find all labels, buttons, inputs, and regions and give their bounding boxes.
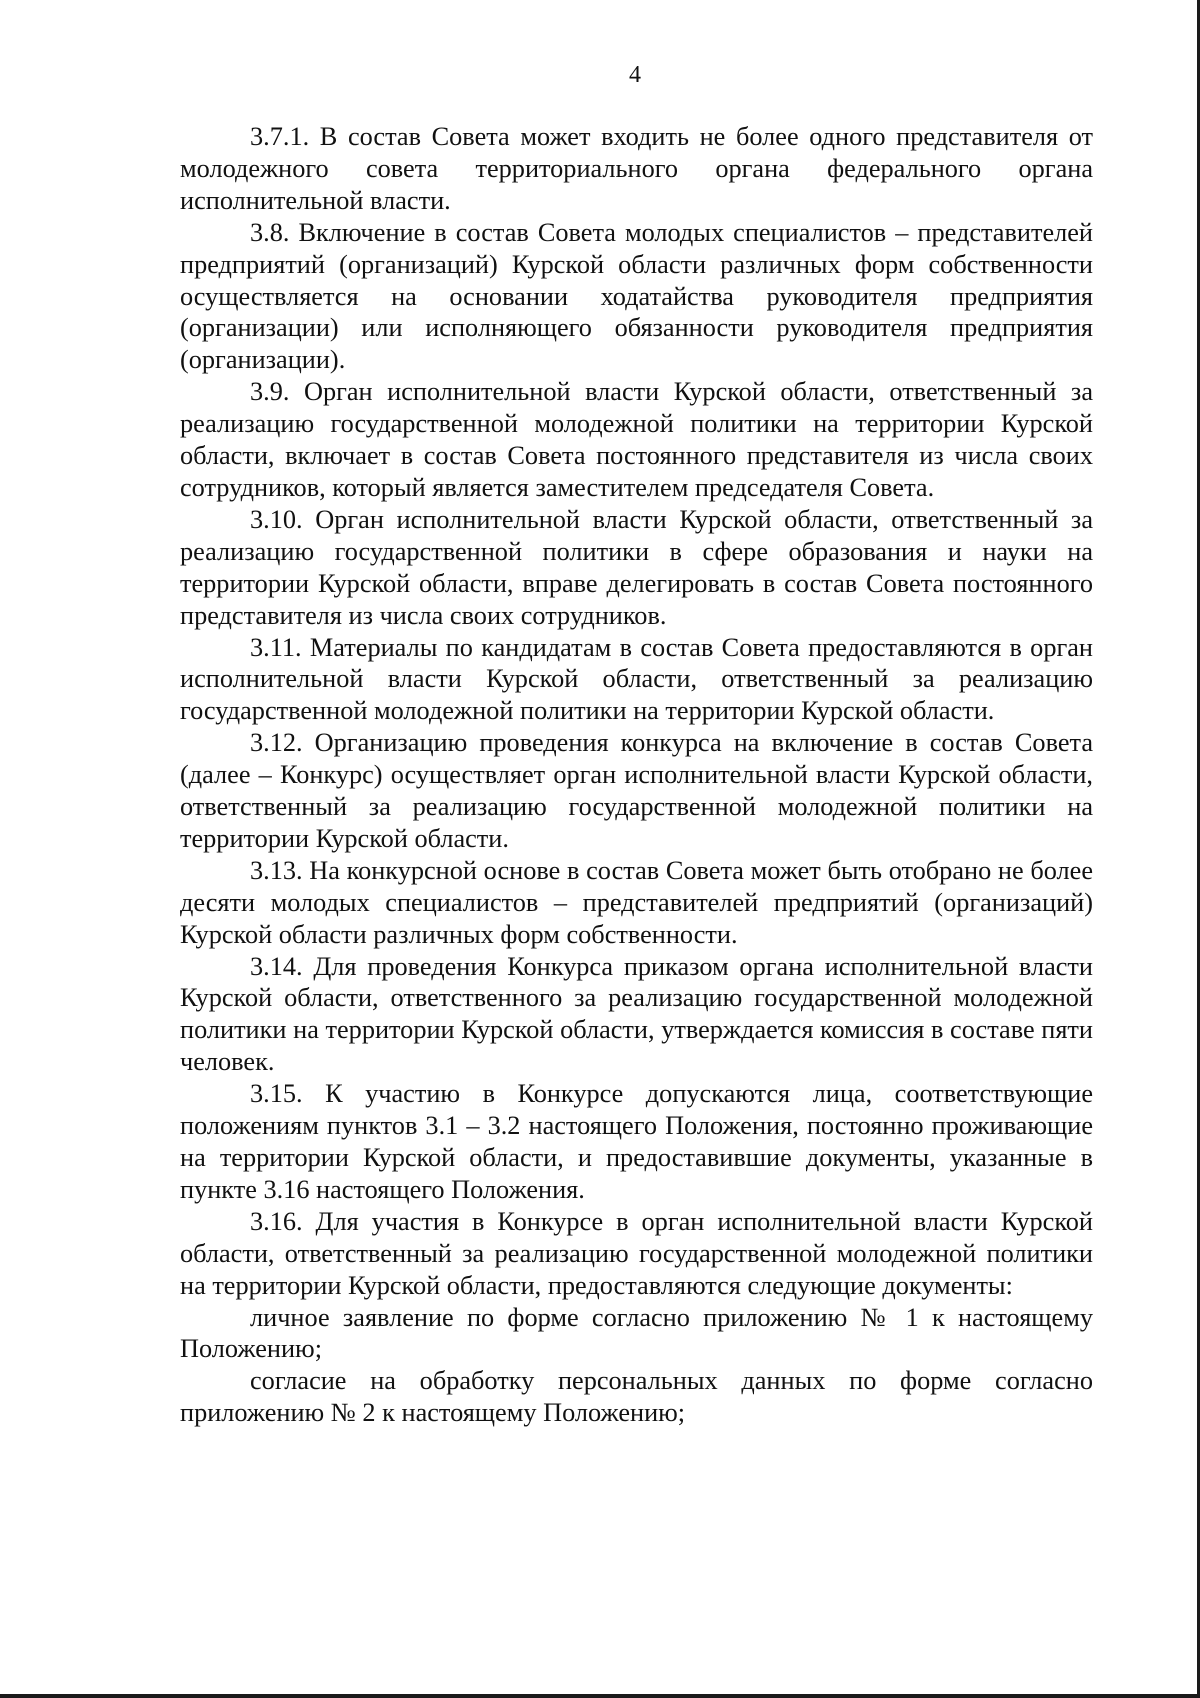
paragraph-3-10: 3.10. Орган исполнительной власти Курской области, ответственный за реализацию государственной политики в сфере образования и науки на территории Курской области, вправе делегировать в состав Совета постоянного представителя из числа своих сотрудников.	[180, 504, 1093, 630]
paragraph-3-15: 3.15. К участию в Конкурсе допускаются лица, соответствующие положениям пунктов 3.1 – 3.2 настоящего Положения, постоянно проживающие на территории Курской области, и предоставившие документы, указанные в пункте 3.16 настоящего Положения.	[180, 1079, 1093, 1204]
page-number: 4	[629, 62, 641, 88]
paragraph-3-13: 3.13. На конкурсной основе в состав Совета может быть отобрано не более десяти молодых специалистов – представителей предприятий (организаций) Курской области различных форм собственности.	[180, 855, 1093, 949]
paragraph-3-7-1: 3.7.1. В состав Совета может входить не более одного представителя от молодежного совета территориального органа федерального органа исполнительной власти.	[180, 122, 1093, 215]
list-item-consent: согласие на обработку персональных данных по форме согласно приложению № 2 к настоящему Положению;	[180, 1366, 1093, 1428]
list-item-application: личное заявление по форме согласно приложению № 1 к настоящему Положению;	[180, 1302, 1093, 1364]
paragraph-3-12: 3.12. Организацию проведения конкурса на включение в состав Совета (далее – Конкурс) осуществляет орган исполнительной власти Курской области, ответственный за реализацию государственной молодежной политики на территории Курской области.	[180, 728, 1093, 853]
scan-edge-bottom	[0, 1694, 1200, 1698]
paragraph-3-8: 3.8. Включение в состав Совета молодых специалистов – представителей предприятий (организаций) Курской области различных форм собственности осуществляется на основании ходатайства руководителя предприятия (организации) или исполняющего обязанности руководителя предприятия (организации).	[180, 217, 1093, 375]
paragraph-3-16: 3.16. Для участия в Конкурсе в орган исполнительной власти Курской области, ответственный за реализацию государственной молодежной политики на территории Курской области, предоставляются следующие документы:	[180, 1206, 1093, 1300]
paragraph-3-11: 3.11. Материалы по кандидатам в состав Совета предоставляются в орган исполнительной власти Курской области, ответственный за реализацию государственной молодежной политики на территории Курской области.	[180, 632, 1093, 726]
paragraph-3-9: 3.9. Орган исполнительной власти Курской области, ответственный за реализацию государственной молодежной политики на территории Курской области, включает в состав Совета постоянного представителя из числа своих сотрудников, который является заместителем председателя Совета.	[180, 377, 1093, 502]
paragraph-3-14: 3.14. Для проведения Конкурса приказом органа исполнительной власти Курской области, ответственного за реализацию государственной молодежной политики на территории Курской области, утверждается комиссия в составе пяти человек.	[180, 951, 1093, 1077]
document-body	[180, 121, 1093, 1429]
